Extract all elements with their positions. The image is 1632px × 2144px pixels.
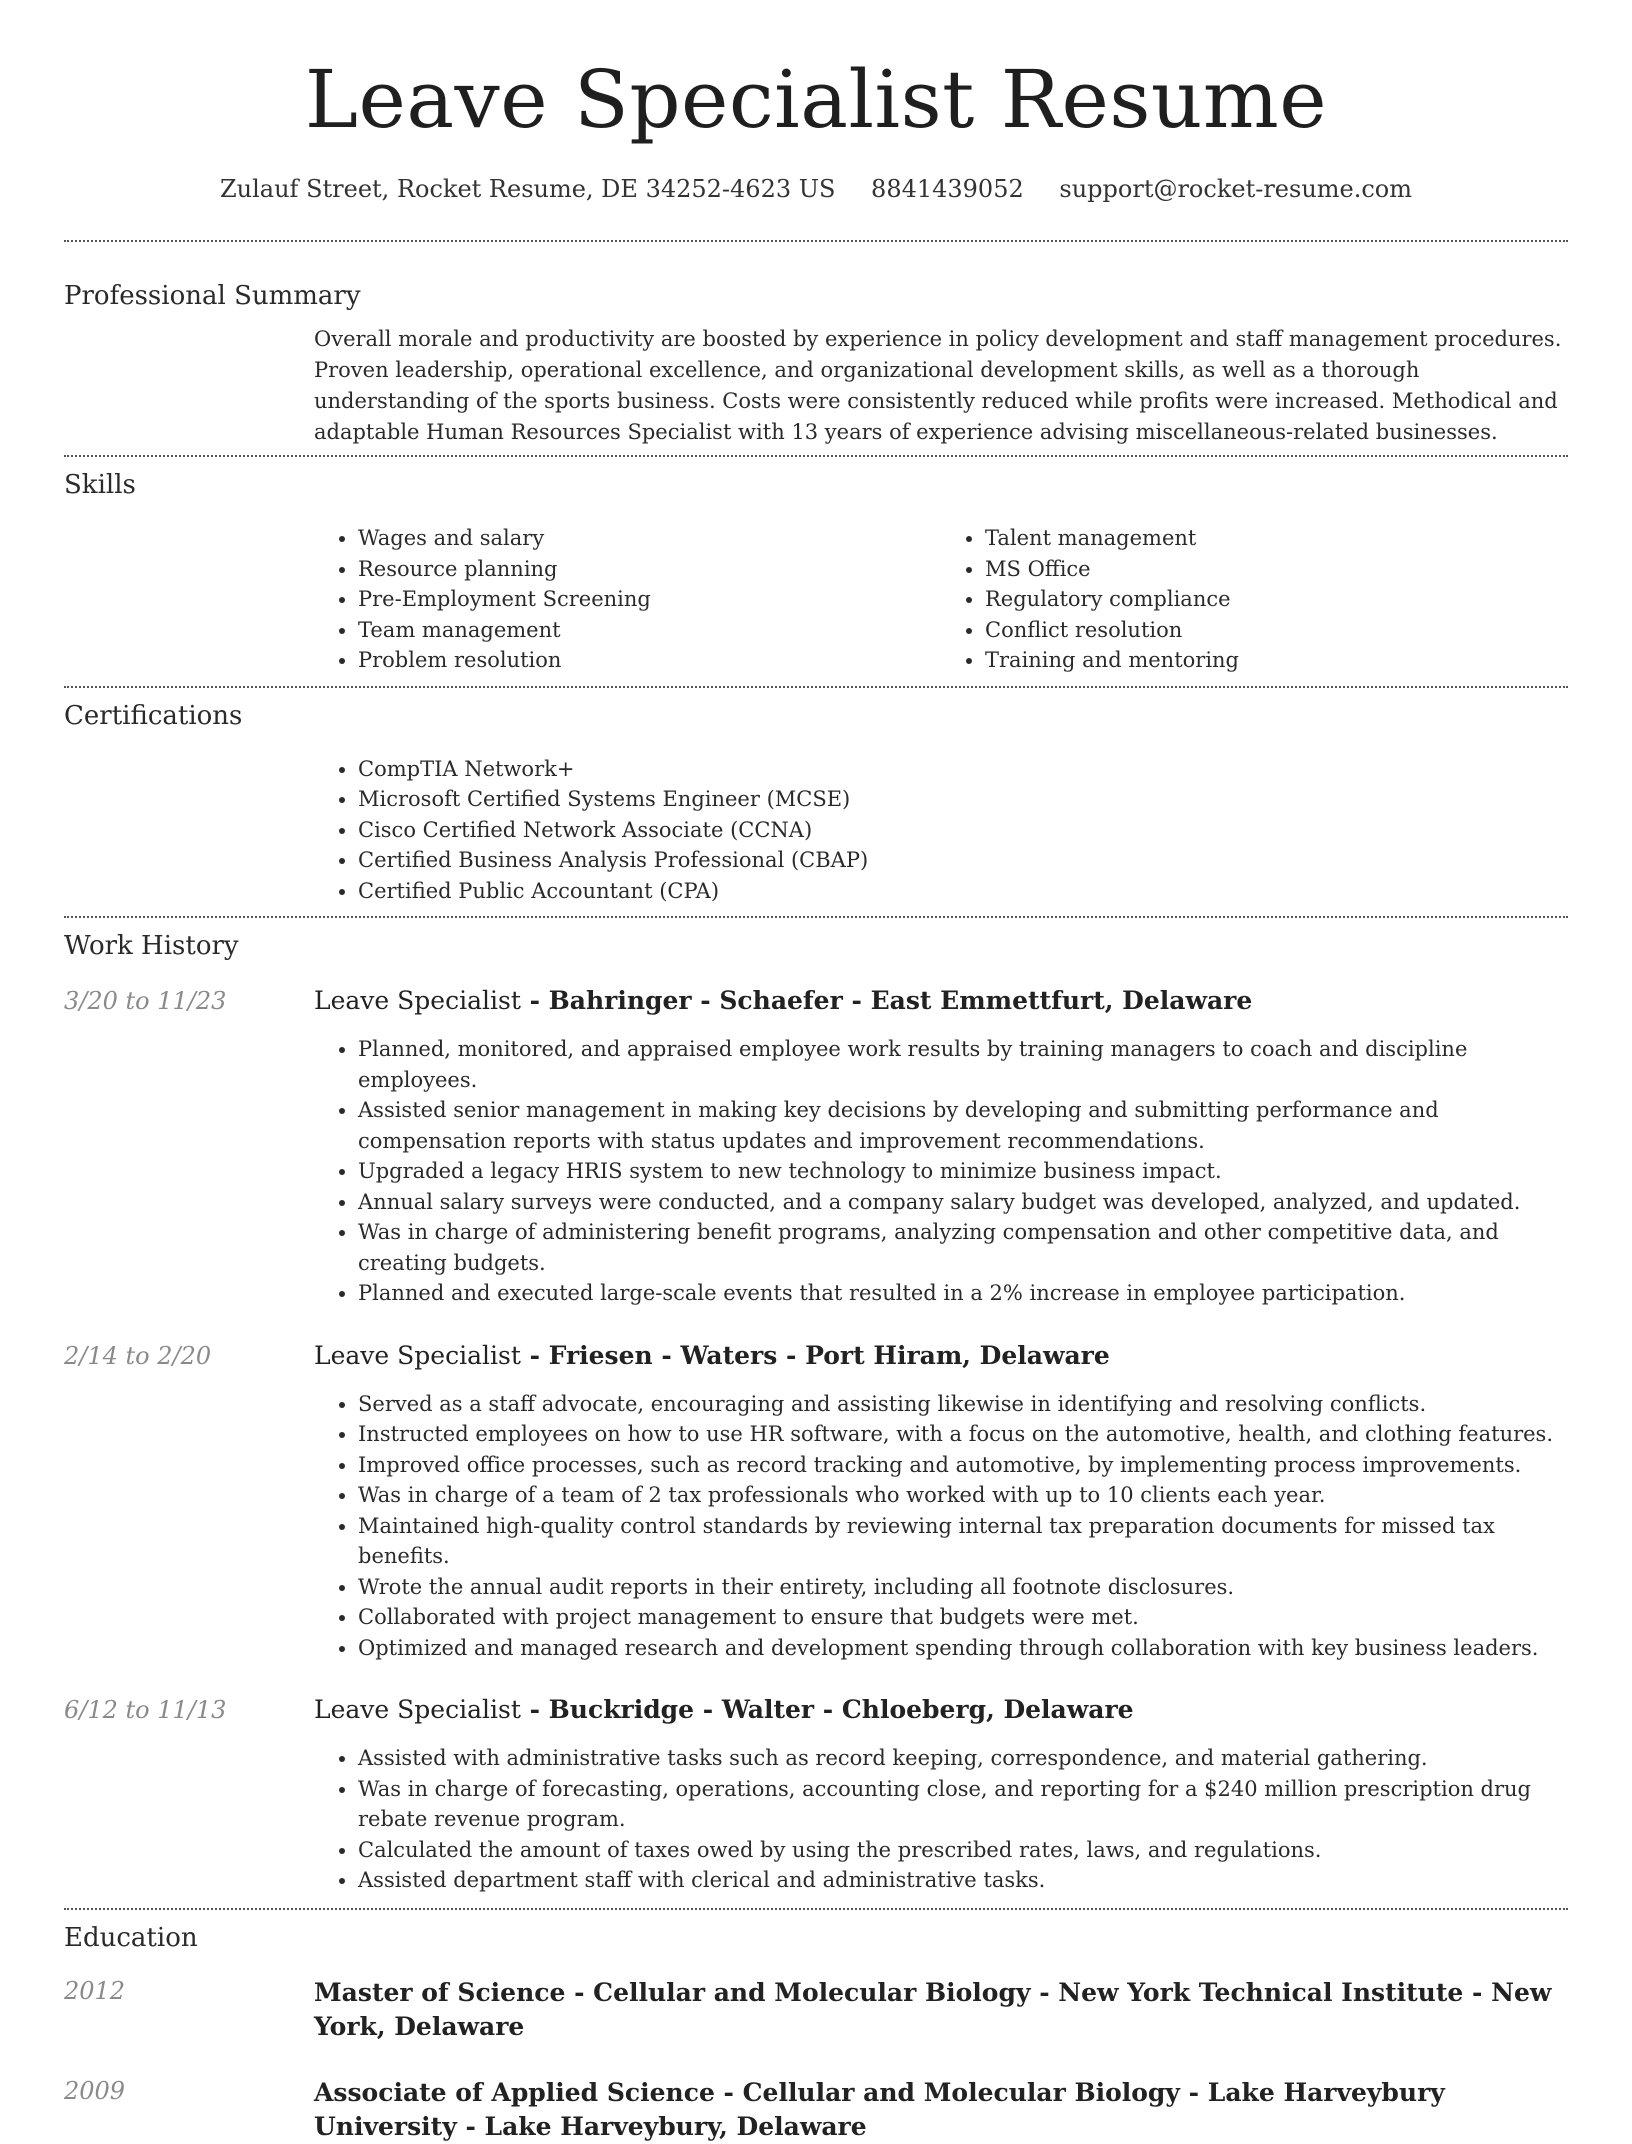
education-body bbox=[314, 1976, 1568, 2044]
education-degree: Associate of Applied Science - Cellular and Molecular Biology bbox=[314, 2077, 1180, 2107]
job-location: East Emmettfurt, Delaware bbox=[870, 986, 1253, 1015]
certification-item: • Certified Business Analysis Professional (CBAP) bbox=[358, 845, 1568, 876]
job-bullet: • Served as a staff advocate, encouraging and assisting likewise in identifying and resolving conflicts. bbox=[358, 1389, 1558, 1420]
skill-item: • Problem resolution bbox=[358, 645, 941, 676]
job-location: Port Hiram, Delaware bbox=[805, 1340, 1110, 1370]
job-bullets bbox=[314, 1389, 1568, 1664]
job-entry bbox=[64, 1341, 1568, 1664]
summary-text: Overall morale and productivity are boosted by experience in policy development and staff management procedures. Proven leadership, operational excellence, and organizational development skills, as well as a thorough understanding of the sports business. Costs were consistently reduced while profits were increased. Methodical and adaptable Human Resources Specialist with 13 years of experience advising miscellaneous-related businesses. bbox=[314, 327, 1562, 444]
work-history-section bbox=[64, 930, 1568, 1896]
divider bbox=[64, 455, 1568, 457]
job-body bbox=[314, 1695, 1568, 1896]
job-bullet: • Maintained high-quality control standards by reviewing internal tax preparation documents for missed tax benefits. bbox=[358, 1511, 1558, 1572]
contact-address: Zulauf Street, Rocket Resume, DE 34252-4623 US bbox=[219, 175, 836, 203]
certification-item: • Microsoft Certified Systems Engineer (MCSE) bbox=[358, 784, 1568, 815]
education-title bbox=[314, 1976, 1568, 2044]
divider bbox=[64, 916, 1568, 918]
section-title-education: Education bbox=[64, 1922, 198, 1953]
summary-section bbox=[64, 280, 1568, 448]
separator: - bbox=[520, 986, 549, 1015]
skills-section bbox=[64, 469, 1568, 676]
skill-item: • Conflict resolution bbox=[985, 615, 1568, 646]
job-bullets bbox=[314, 1743, 1568, 1896]
job-title bbox=[314, 1695, 1568, 1725]
education-section bbox=[64, 1922, 1568, 2144]
job-role: Leave Specialist bbox=[314, 1340, 521, 1370]
job-role: Leave Specialist bbox=[314, 986, 521, 1015]
separator: - bbox=[1030, 1977, 1059, 2007]
divider bbox=[64, 1908, 1568, 1910]
education-list bbox=[64, 1976, 1568, 2144]
job-title bbox=[314, 1341, 1568, 1371]
separator: - bbox=[777, 1340, 806, 1370]
education-entry bbox=[64, 2076, 1568, 2144]
section-title-work-history: Work History bbox=[64, 931, 239, 961]
education-year: 2009 bbox=[64, 2076, 126, 2105]
job-body bbox=[314, 1341, 1568, 1664]
job-location: Chloeberg, Delaware bbox=[841, 1695, 1134, 1724]
contact-line bbox=[64, 174, 1568, 204]
skills-list-left bbox=[314, 523, 941, 676]
job-bullet: • Was in charge of forecasting, operations, accounting close, and reporting for a $240 million prescription drug rebate revenue program. bbox=[358, 1774, 1558, 1835]
skill-item: • Wages and salary bbox=[358, 523, 941, 554]
education-entry bbox=[64, 1976, 1568, 2044]
skill-item: • Resource planning bbox=[358, 554, 941, 585]
job-entry bbox=[64, 1695, 1568, 1896]
skill-item: • Regulatory compliance bbox=[985, 584, 1568, 615]
section-title-summary: Professional Summary bbox=[64, 281, 361, 311]
education-location: New York, Delaware bbox=[314, 1977, 1552, 2041]
job-bullet: • Collaborated with project management to ensure that budgets were met. bbox=[358, 1602, 1558, 1633]
contact-phone: 8841439052 bbox=[871, 175, 1024, 203]
job-bullet: • Wrote the annual audit reports in their entirety, including all footnote disclosures. bbox=[358, 1572, 1558, 1603]
job-bullet: • Upgraded a legacy HRIS system to new technology to minimize business impact. bbox=[358, 1156, 1558, 1187]
separator: - bbox=[814, 1695, 842, 1724]
job-bullet: • Assisted senior management in making key decisions by developing and submitting performance and compensation reports with status updates and improvement recommendations. bbox=[358, 1095, 1558, 1156]
job-date: 6/12 to 11/13 bbox=[64, 1696, 227, 1724]
job-bullet: • Annual salary surveys were conducted, and a company salary budget was developed, analyzed, and updated. bbox=[358, 1187, 1558, 1218]
separator: - bbox=[1179, 2077, 1208, 2107]
separator: - bbox=[520, 1695, 549, 1724]
job-bullet: • Was in charge of a team of 2 tax professionals who worked with up to 10 clients each year. bbox=[358, 1480, 1558, 1511]
skill-item: • MS Office bbox=[985, 554, 1568, 585]
job-company: Friesen - Waters bbox=[548, 1340, 778, 1370]
section-title-skills: Skills bbox=[64, 470, 136, 500]
job-bullet: • Was in charge of administering benefit programs, analyzing compensation and other competitive data, and creating budgets. bbox=[358, 1217, 1558, 1278]
education-school: New York Technical Institute bbox=[1058, 1977, 1464, 2007]
job-company: Bahringer - Schaefer bbox=[548, 986, 843, 1015]
certification-item: • CompTIA Network+ bbox=[358, 754, 1568, 785]
job-bullet: • Assisted with administrative tasks such as record keeping, correspondence, and material gathering. bbox=[358, 1743, 1558, 1774]
divider bbox=[64, 240, 1568, 242]
separator: - bbox=[842, 986, 871, 1015]
education-location: Lake Harveybury, Delaware bbox=[484, 2111, 867, 2141]
section-title-certifications: Certifications bbox=[64, 700, 243, 731]
education-title bbox=[314, 2076, 1568, 2144]
job-date: 2/14 to 2/20 bbox=[64, 1341, 212, 1370]
skill-item: • Training and mentoring bbox=[985, 645, 1568, 676]
divider bbox=[64, 686, 1568, 688]
job-bullets bbox=[314, 1034, 1568, 1309]
skill-item: • Pre-Employment Screening bbox=[358, 584, 941, 615]
skills-list-right bbox=[941, 523, 1568, 676]
skills-grid bbox=[314, 523, 1568, 676]
contact-email: support@rocket-resume.com bbox=[1059, 175, 1413, 203]
job-date: 3/20 to 11/23 bbox=[64, 987, 227, 1015]
job-list bbox=[64, 986, 1568, 1896]
certifications-section bbox=[64, 700, 1568, 907]
certification-item: • Certified Public Accountant (CPA) bbox=[358, 876, 1568, 907]
education-degree: Master of Science - Cellular and Molecular Biology bbox=[314, 1977, 1031, 2007]
education-body bbox=[314, 2076, 1568, 2144]
job-role: Leave Specialist bbox=[314, 1695, 521, 1724]
job-bullet: • Improved office processes, such as record tracking and automotive, by implementing process improvements. bbox=[358, 1450, 1558, 1481]
job-bullet: • Planned, monitored, and appraised employee work results by training managers to coach and discipline employees. bbox=[358, 1034, 1558, 1095]
job-title bbox=[314, 986, 1568, 1016]
job-bullet: • Instructed employees on how to use HR software, with a focus on the automotive, health, and clothing features. bbox=[358, 1419, 1558, 1450]
certifications-list bbox=[314, 754, 1568, 907]
job-entry bbox=[64, 986, 1568, 1309]
separator: - bbox=[456, 2111, 485, 2141]
job-bullet: • Calculated the amount of taxes owed by using the prescribed rates, laws, and regulations. bbox=[358, 1835, 1558, 1866]
resume-title: Leave Specialist Resume bbox=[304, 53, 1328, 146]
education-school: Lake Harveybury University bbox=[314, 2077, 1445, 2141]
separator: - bbox=[1463, 1977, 1492, 2007]
job-bullet: • Planned and executed large-scale events that resulted in a 2% increase in employee participation. bbox=[358, 1278, 1558, 1309]
job-bullet: • Optimized and managed research and development spending through collaboration with key business leaders. bbox=[358, 1633, 1558, 1664]
education-year: 2012 bbox=[64, 1976, 126, 2005]
separator: - bbox=[520, 1340, 549, 1370]
job-body bbox=[314, 986, 1568, 1309]
job-company: Buckridge - Walter bbox=[548, 1695, 815, 1724]
skill-item: • Talent management bbox=[985, 523, 1568, 554]
skill-item: • Team management bbox=[358, 615, 941, 646]
resume-page bbox=[64, 0, 1568, 2144]
job-bullet: • Assisted department staff with clerical and administrative tasks. bbox=[358, 1865, 1558, 1896]
certification-item: • Cisco Certified Network Associate (CCNA) bbox=[358, 815, 1568, 846]
